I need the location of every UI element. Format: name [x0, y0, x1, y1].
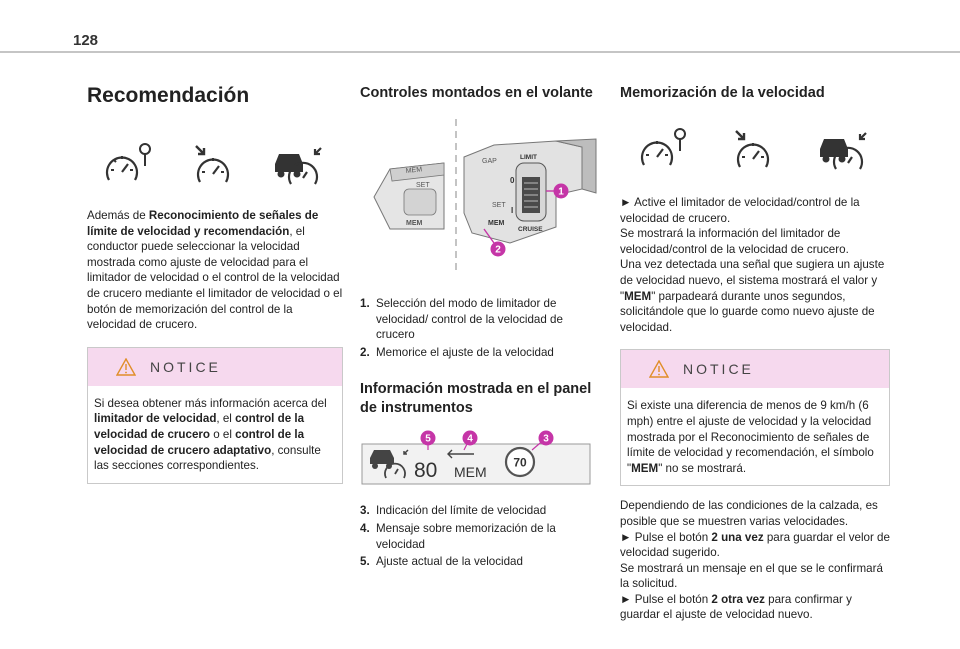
- current-speed: 80: [414, 459, 438, 483]
- notice-title: NOTICE: [150, 358, 221, 375]
- section-title: Controles montados en el volante: [360, 85, 593, 101]
- stalk-label: LIMIT: [520, 154, 537, 161]
- notice-box: [87, 347, 343, 484]
- column-recomendacion: [87, 84, 343, 484]
- notice-box: [620, 349, 890, 486]
- intro-paragraph: Además de Reconocimiento de señales de límite de velocidad y recomendación, el conductor puede seleccionar la velocidad mostrada como ajuste de velocidad para el limitador de velocidad o el control de la velocidad de crucero mediante el limitador de velocidad o el botón de memorización del control de la velocidad de crucero.: [87, 209, 343, 332]
- callout-2-label: 2: [495, 244, 501, 256]
- stalk-label: SET: [416, 182, 430, 189]
- speedometer-limiter-icon: [640, 127, 690, 173]
- stalk-label: I: [511, 206, 514, 215]
- column-controles: [360, 84, 602, 572]
- warning-icon: [649, 360, 669, 378]
- mode-icons: [87, 142, 343, 188]
- callout-4-label: 4: [467, 433, 473, 445]
- stalk-label: MEM: [406, 220, 423, 227]
- mode-icons: [620, 127, 890, 173]
- speed-limit-value: 70: [513, 455, 527, 470]
- memorize-paragraph: ► Active el limitador de velocidad/control de la velocidad de crucero. Se mostrará la información del limitador de velocidad/control de la velocidad de crucero. Una vez detectada una señal que sugiera un ajuste de velocidad nuevo, el sistema mostrará el valor y "MEM" parpadeará durante unos segundos, solicitándole que lo guarde como nuevo ajuste de velocidad.: [620, 196, 885, 334]
- header-rule: [0, 51, 960, 53]
- callout-5-label: 5: [425, 433, 431, 445]
- column-memorizacion: [620, 84, 890, 623]
- notice-text: Si desea obtener más información acerca del limitador de velocidad, el control de la velocidad de crucero o el control de la velocidad de crucero adaptativo, consulte las secciones correspondientes.: [94, 396, 327, 473]
- stalk-label: MEM: [405, 166, 423, 175]
- list-item: 3. Indicación del límite de velocidad: [360, 504, 547, 518]
- stalk-label: SET: [492, 202, 506, 209]
- list-item: 5. Ajuste actual de la velocidad: [360, 555, 523, 569]
- list-item: 4. Mensaje sobre memorización de la velocidad: [360, 521, 556, 551]
- subsection-title: Información mostrada en el panel de instrumentos: [360, 381, 592, 417]
- callout-1-label: 1: [558, 186, 564, 198]
- notice-header: [88, 348, 342, 386]
- list-item: 1. Selección del modo de limitador de velocidad/ control de la velocidad de crucero: [360, 297, 563, 342]
- stalk-label: GAP: [482, 158, 497, 165]
- speedometer-cruise-icon: [190, 142, 236, 188]
- page-number: 128: [73, 32, 99, 49]
- stalk-label: MEM: [488, 220, 505, 227]
- callout-3-label: 3: [543, 433, 549, 445]
- warning-icon: [116, 358, 136, 376]
- adaptive-cruise-icon: [816, 127, 870, 173]
- notice-text: Si existe una diferencia de menos de 9 km/h (6 mph) entre el ajuste de velocidad y la velocidad mostrada por el Reconocimiento de señales de límite de velocidad y recomendación, el símbolo "MEM" no se mostrará.: [627, 399, 874, 475]
- notice-header: [621, 350, 889, 388]
- notice-title: NOTICE: [683, 361, 754, 378]
- adaptive-cruise-icon: [271, 142, 325, 188]
- stalk-label: 0: [510, 176, 515, 185]
- stalk-label: CRUISE: [518, 226, 543, 233]
- list-item: 2. Memorice el ajuste de la velocidad: [360, 345, 554, 359]
- mem-message: MEM: [454, 464, 487, 481]
- speedometer-cruise-icon: [730, 127, 776, 173]
- steering-controls-illustration: [360, 117, 602, 277]
- conditions-paragraph: Dependiendo de las condiciones de la calzada, es posible que se muestren varias velocidades. ► Pulse el botón 2 una vez para guardar el velor de velocidad sugerido. Se mostrará un mensaje en el que se le confirmará la solicitud. ► Pulse el botón 2 otra vez para confirmar y guardar el ajuste de velocidad nuevo.: [620, 499, 890, 622]
- instrument-panel-illustration: [360, 430, 592, 486]
- controls-list: [360, 296, 602, 360]
- speedometer-limiter-icon: [105, 142, 155, 188]
- section-title: Recomendación: [87, 84, 250, 107]
- section-title: Memorización de la velocidad: [620, 85, 825, 101]
- legend-list: [360, 503, 602, 569]
